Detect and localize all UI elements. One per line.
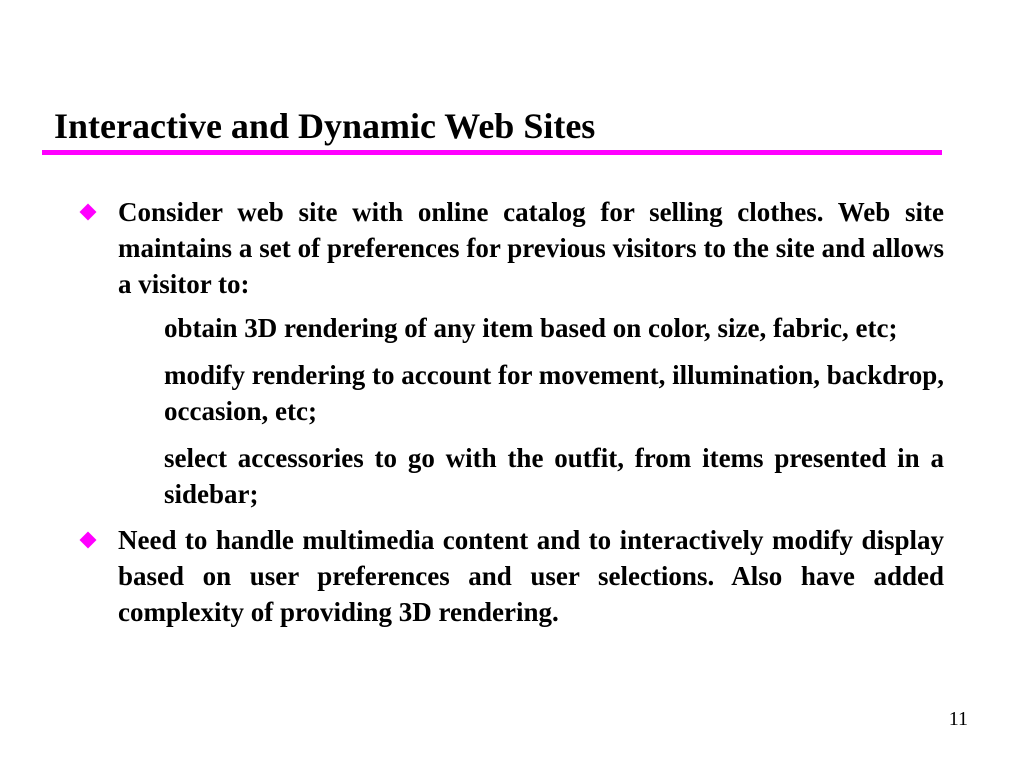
slide-title: Interactive and Dynamic Web Sites — [54, 106, 596, 146]
sub-item: select accessories to go with the outfit, from items presented in a sidebar; — [164, 443, 944, 509]
bullet-item — [78, 194, 944, 302]
page-number: 11 — [948, 708, 968, 730]
slide-body — [78, 194, 944, 630]
diamond-bullet-icon — [80, 532, 97, 549]
bullet-text: Consider web site with online catalog for selling clothes. Web site maintains a set of preferences for previous visitors to the site and allows a visitor to: — [118, 197, 944, 299]
sub-item: obtain 3D rendering of any item based on color, size, fabric, etc; — [164, 313, 898, 343]
bullet-text: Need to handle multimedia content and to interactively modify display based on user preferences and user selections. Also have added complexity of providing 3D rendering. — [118, 525, 944, 627]
sub-item: modify rendering to account for movement, illumination, backdrop, occasion, etc; — [164, 360, 945, 426]
title-underline — [42, 150, 942, 155]
diamond-bullet-icon — [80, 204, 97, 221]
bullet-item — [78, 522, 944, 630]
